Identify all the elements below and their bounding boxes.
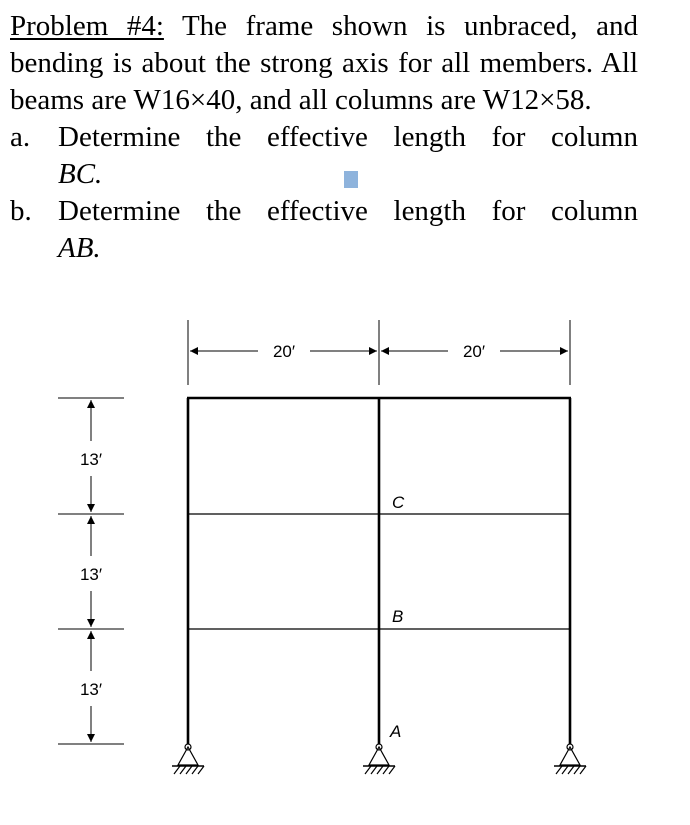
hatch-left-3 [186,766,192,774]
story1-height-label: 13′ [79,680,103,699]
part-a-member: BC. [58,158,103,190]
pin-support-right [554,744,586,774]
node-b-label: B [392,607,404,626]
bay2-width-label: 20′ [462,342,486,361]
node-a-label: A [390,722,402,741]
frame [187,398,571,744]
bay1-width-label: 20′ [272,342,296,361]
hatch-left-4 [192,766,198,774]
hatch-center-5 [389,766,395,774]
pin-support-center [363,744,395,774]
part-b-text: Determine the effective length for column [58,195,638,227]
story3-height-label: 13′ [79,450,103,469]
hatch-right-5 [580,766,586,774]
hatch-center-3 [377,766,383,774]
hatch-right-3 [568,766,574,774]
hatch-right-4 [574,766,580,774]
hatch-center-2 [371,766,377,774]
horizontal-dimensions [188,320,570,385]
problem-title: Problem #4: [10,10,164,42]
hatch-left-1 [174,766,180,774]
hatch-left-2 [180,766,186,774]
hatch-center-1 [365,766,371,774]
pin-support-left [172,744,204,774]
node-c-label: C [392,493,405,512]
part-b-label: b. [10,195,32,227]
part-a-text: Determine the effective length for column [58,121,638,153]
hatch-center-4 [383,766,389,774]
story2-height-label: 13′ [79,565,103,584]
part-a-label: a. [10,121,31,153]
hatch-right-1 [556,766,562,774]
hatch-left-5 [198,766,204,774]
problem-intro: The frame shown is unbraced, and bending is about the strong axis for all members. All beams are W16×40, and all columns are W12×58. [10,10,638,116]
part-b-member: AB. [58,232,101,264]
hatch-right-2 [562,766,568,774]
